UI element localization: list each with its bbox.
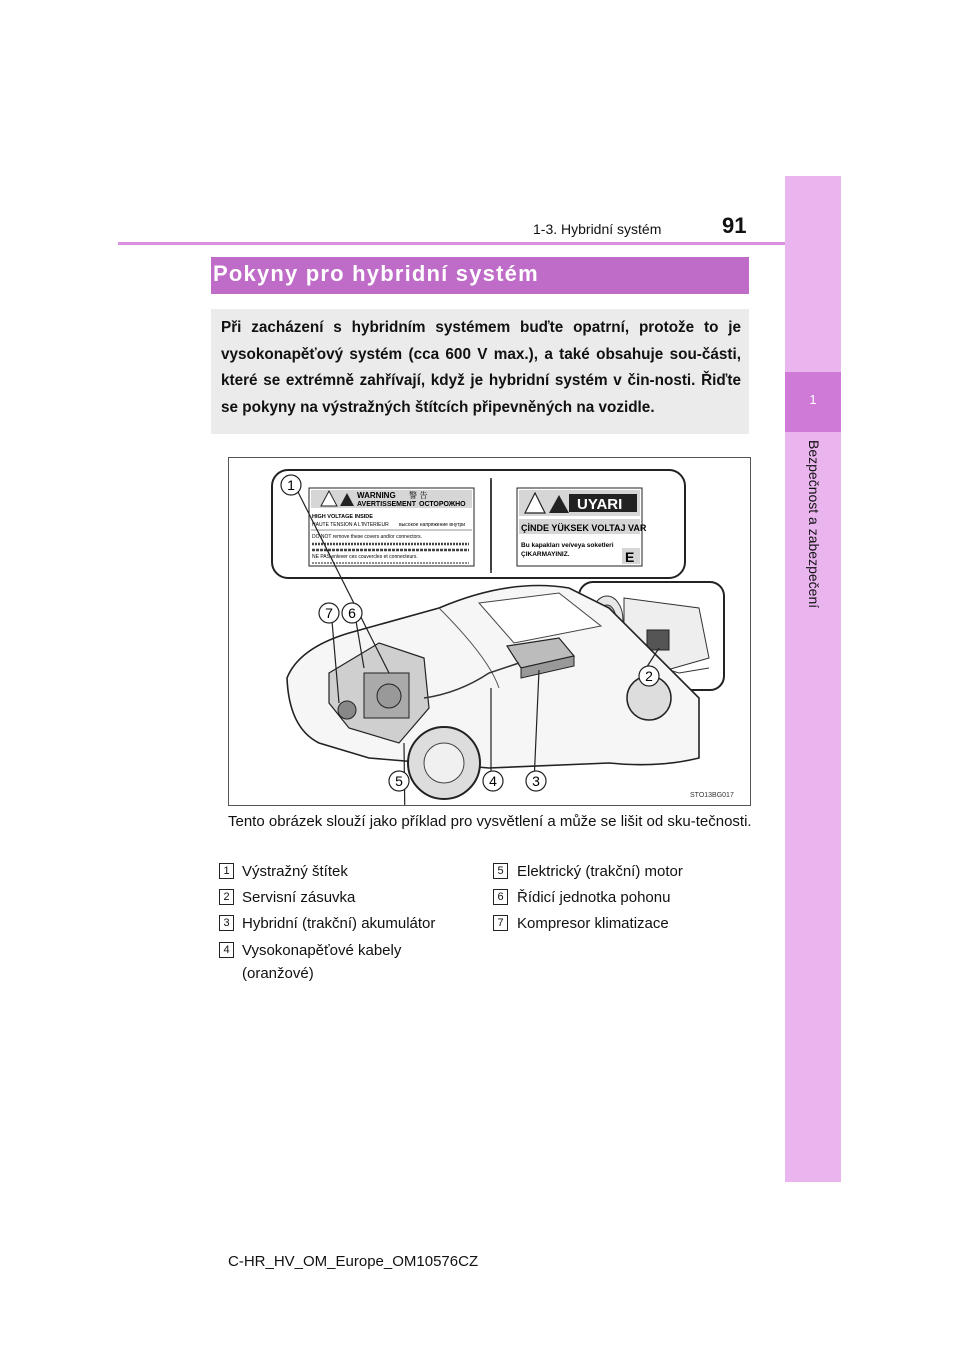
header-divider [118, 242, 785, 245]
legend-text-5: Elektrický (trakční) motor [517, 863, 683, 880]
callout-2-label: 2 [645, 668, 653, 684]
label-right-line3: ÇIKARMAYINIZ. [521, 551, 570, 558]
document-footer: C-HR_HV_OM_Europe_OM10576CZ [228, 1253, 479, 1270]
label-high-voltage: HIGH VOLTAGE INSIDE [312, 514, 373, 520]
legend-num-4: 4 [219, 942, 234, 958]
label-ru: ОСТОРОЖНО [419, 501, 466, 508]
label-do-not: DO NOT remove these covers and/or connectors. [312, 534, 422, 540]
hybrid-system-figure [228, 457, 751, 806]
figure-code: STO13BG017 [690, 792, 734, 799]
legend-text-7: Kompresor klimatizace [517, 915, 669, 932]
legend-num-6: 6 [493, 889, 508, 905]
page-title: Pokyny pro hybridní systém [213, 261, 539, 286]
legend-text-4: Vysokonapěťové kabely [242, 942, 402, 959]
callout-4-label: 4 [489, 773, 497, 789]
callout-5-label: 5 [395, 773, 403, 789]
page-number: 91 [722, 213, 747, 238]
callout-6-label: 6 [348, 605, 356, 621]
legend-text-2: Servisní zásuvka [242, 889, 356, 906]
section-label: 1-3. Hybridní systém [533, 221, 662, 237]
label-warning: WARNING [357, 491, 396, 500]
chapter-title: Bezpečnost a zabezpečení [806, 440, 822, 609]
label-haute-tension: HAUTE TENSION A L'INTERIEUR [312, 522, 389, 528]
legend-text-1: Výstražný štítek [242, 863, 348, 880]
intro-text: Při zacházení s hybridním systémem buďte opatrní, protože to je vysokonapěťový systém (cca 600 V max.), a také obsahuje sou-části, které se extrémně zahřívají, když je hybridní systém v čin-nosti. Řiďte se pokyny na výstražných štítcích připevněných na vozidle. [221, 319, 741, 416]
legend-num-1: 1 [219, 863, 234, 879]
legend-num-7: 7 [493, 915, 508, 931]
legend-text-6: Řídicí jednotka pohonu [517, 889, 671, 906]
label-ru-hv: высокое напряжение внутри [399, 522, 466, 528]
chapter-side-tab[interactable] [785, 176, 841, 1182]
label-right-line1: ÇİNDE YÜKSEK VOLTAJ VAR [521, 523, 647, 533]
legend-num-5: 5 [493, 863, 508, 879]
legend-num-2: 2 [219, 889, 234, 905]
figure-caption: Tento obrázek slouží jako příklad pro vysvětlení a může se lišit od sku-tečnosti. [228, 813, 752, 830]
label-uyari: UYARI [577, 496, 623, 513]
label-avertissement: AVERTISSEMENT [357, 501, 416, 508]
legend-text-3: Hybridní (trakční) akumulátor [242, 915, 436, 932]
label-ne-pas: NE PAS enlever ces couvercles et connecteurs. [312, 554, 418, 560]
legend-text-4b: (oranžové) [242, 965, 314, 982]
chapter-number: 1 [809, 392, 817, 407]
label-right-line2: Bu kapakları ve/veya soketleri [521, 542, 614, 549]
label-right-letter: E [625, 549, 635, 565]
car-illustration [229, 458, 750, 805]
callout-1-label: 1 [287, 477, 295, 493]
callout-3-label: 3 [532, 773, 540, 789]
legend-num-3: 3 [219, 915, 234, 931]
label-jp: 警 告 [409, 491, 428, 500]
callout-7-label: 7 [325, 605, 333, 621]
